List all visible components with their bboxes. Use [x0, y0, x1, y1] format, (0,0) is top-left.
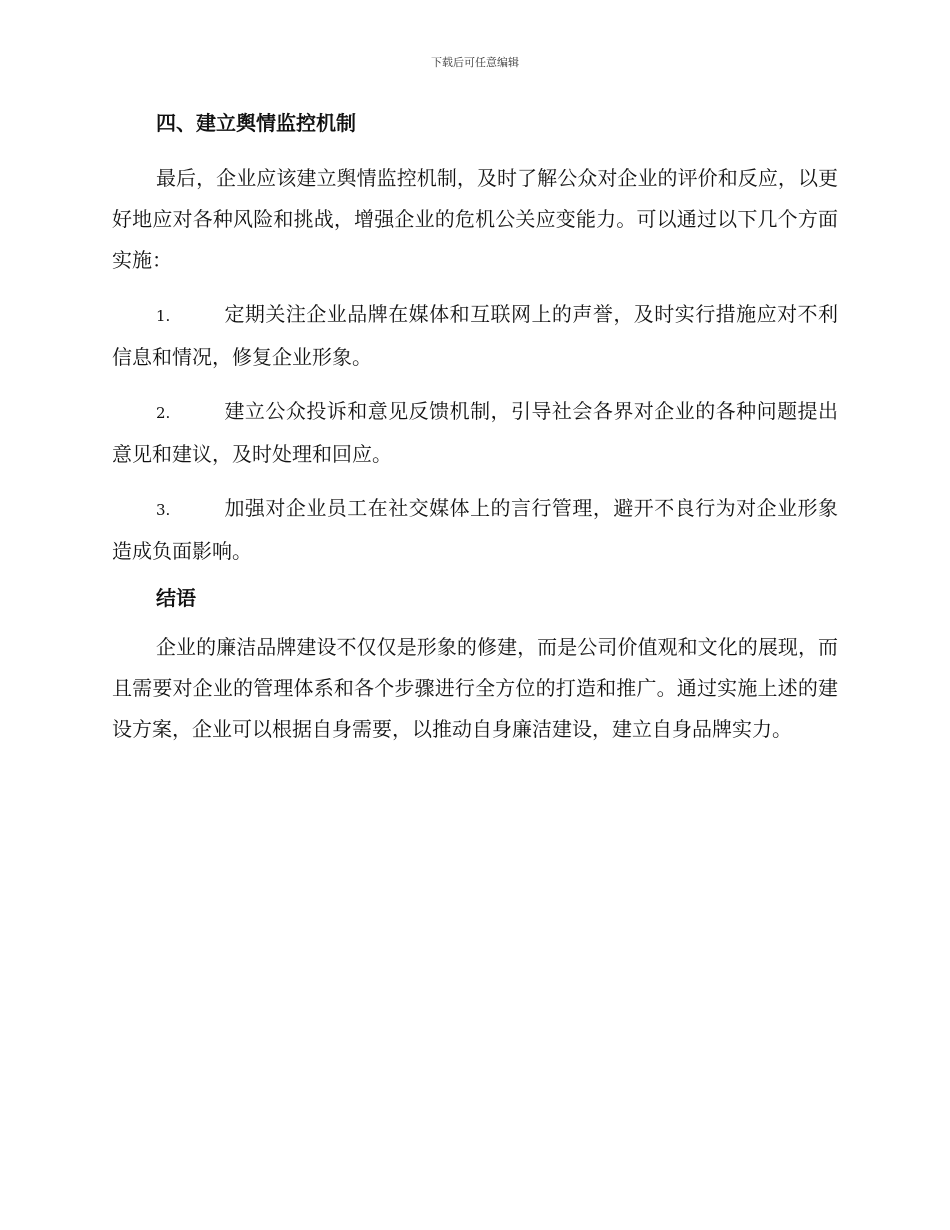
list-item	[112, 488, 838, 572]
conclusion-heading: 结语	[156, 586, 196, 610]
conclusion-paragraph: 企业的廉洁品牌建设不仅仅是形象的修建，而是公司价值观和文化的展现，而且需要对企业的管理体系和各个步骤进行全方位的打造和推广。通过实施上述的建设方案，企业可以根据自身需要，以推动自身廉洁建设，建立自身品牌实力。	[112, 635, 838, 741]
list-item-text: 定期关注企业品牌在媒体和互联网上的声誉，及时实行措施应对不利信息和情况，修复企业形象。	[112, 302, 838, 369]
list-item	[112, 391, 838, 475]
page-header-note: 下载后可任意编辑	[431, 56, 519, 69]
section-heading: 四、建立舆情监控机制	[156, 111, 356, 135]
list-item-number: 1.	[156, 307, 171, 325]
list-item-number: 3.	[156, 501, 171, 519]
list-item-number: 2.	[156, 404, 171, 422]
section-intro-paragraph: 最后，企业应该建立舆情监控机制，及时了解公众对企业的评价和反应，以更好地应对各种风险和挑战，增强企业的危机公关应变能力。可以通过以下几个方面实施：	[112, 166, 838, 272]
document-body	[112, 110, 838, 763]
list-item	[112, 294, 838, 378]
list-item-text: 建立公众投诉和意见反馈机制，引导社会各界对企业的各种问题提出意见和建议，及时处理和回应。	[112, 399, 838, 466]
list-item-text: 加强对企业员工在社交媒体上的言行管理，避开不良行为对企业形象造成负面影响。	[112, 496, 838, 563]
